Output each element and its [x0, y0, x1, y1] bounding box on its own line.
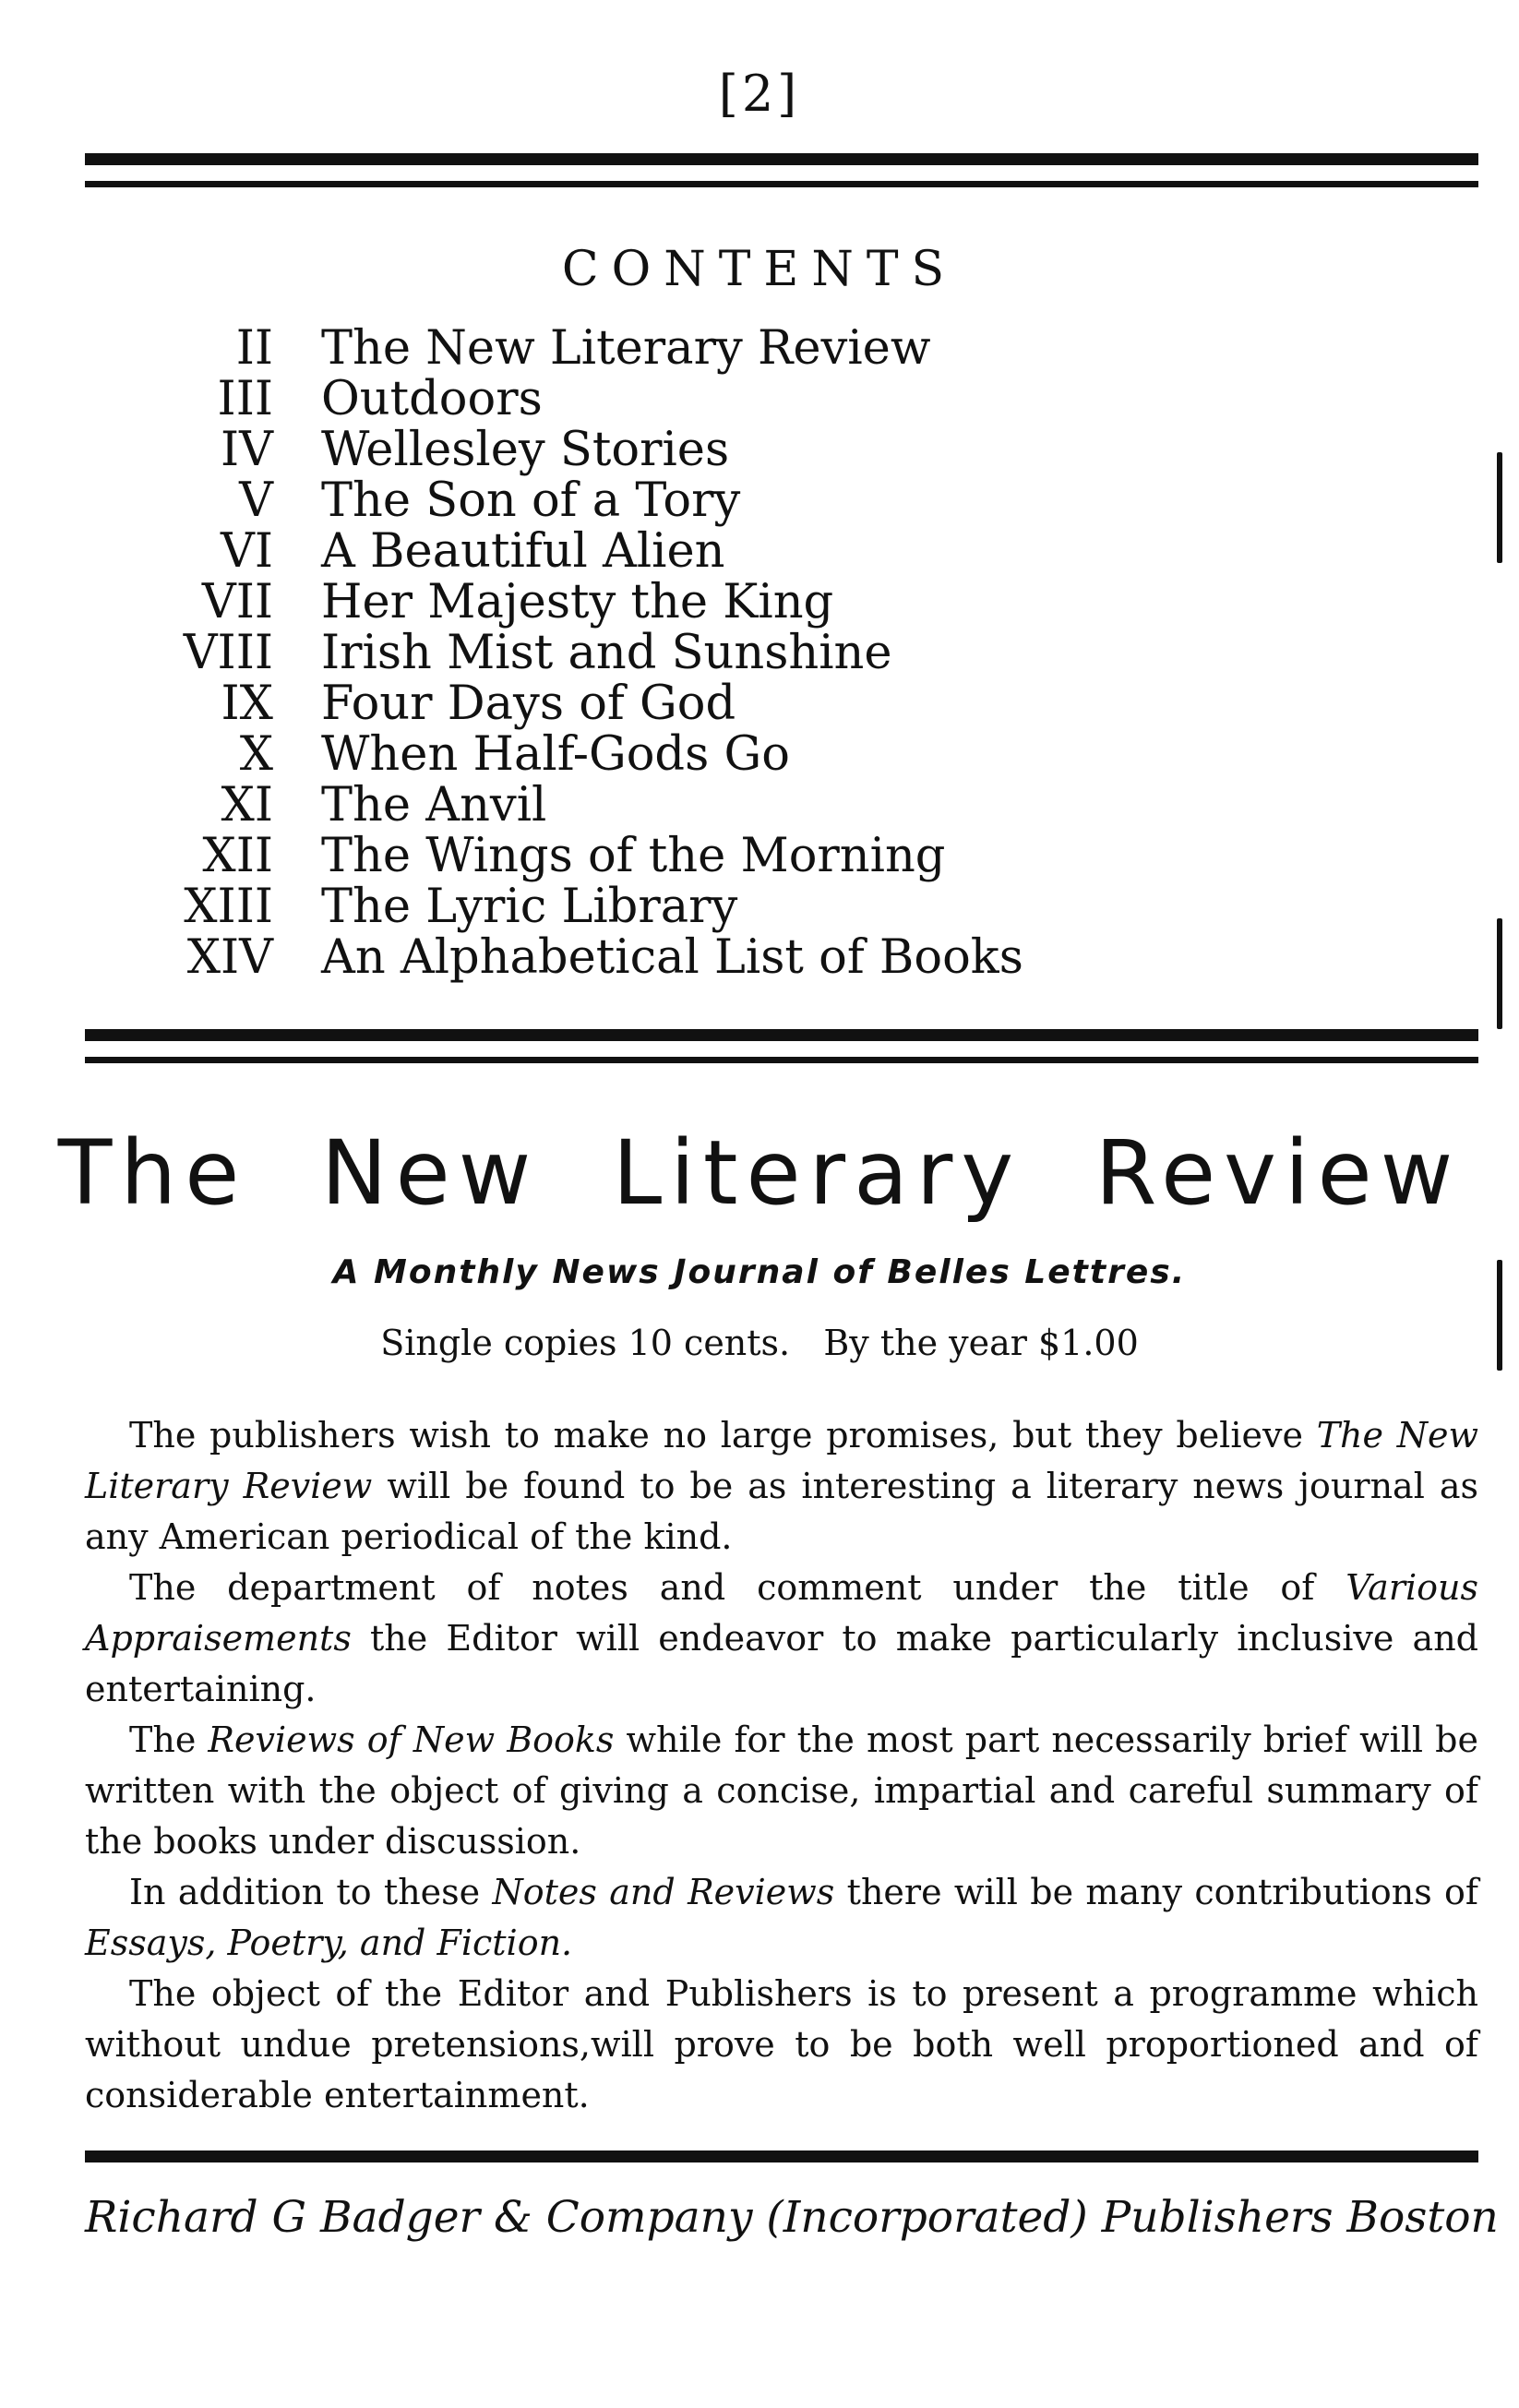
- toc-numeral: XII: [202, 829, 273, 883]
- masthead-tagline: A Monthly News Journal of Belles Lettres.: [332, 1253, 1187, 1291]
- paragraph: The object of the Editor and Publishers is to present a programme which without undue pretensions,will prove to be both well proportioned and of considerable entertainment.: [85, 1973, 1478, 2115]
- toc-entry: [166, 526, 1181, 577]
- toc-numeral: X: [239, 727, 273, 782]
- toc-title: Wellesley Stories: [321, 423, 730, 477]
- imprint-rule: [85, 2150, 1478, 2162]
- toc-numeral: V: [239, 473, 273, 528]
- top-rule-thin: [85, 181, 1478, 187]
- toc-entry: [166, 780, 1181, 831]
- page-number: [2]: [718, 65, 801, 123]
- contents-bottom-rule: [85, 1029, 1478, 1041]
- paragraph: In addition to these Notes and Reviews there will be many contributions of Essays, Poetry, and Fiction.: [85, 1872, 1478, 1963]
- toc-title: The Anvil: [321, 778, 547, 833]
- toc-entry: [166, 932, 1181, 983]
- scan-edge-mark: [1497, 1260, 1502, 1371]
- toc-title: The Wings of the Morning: [321, 829, 946, 883]
- toc-entry: [166, 881, 1181, 932]
- paragraph: The publishers wish to make no large promises, but they believe The New Literary Review will be found to be as interesting a literary news journal as any American periodical of the kind.: [85, 1415, 1479, 1557]
- toc-title: The Son of a Tory: [321, 473, 741, 528]
- publisher-imprint: Richard G Badger & Company (Incorporated) Publishers Boston: [85, 2192, 1499, 2243]
- toc-numeral: VIII: [183, 626, 273, 680]
- publisher-statement: [85, 1410, 1478, 2121]
- toc-numeral: XI: [221, 778, 273, 833]
- toc-title: Outdoors: [321, 372, 543, 426]
- top-rule: [85, 153, 1478, 165]
- toc-numeral: XIV: [186, 930, 273, 985]
- paragraph: The department of notes and comment under the title of Various Appraisements the Editor will endeavor to make particularly inclusive and entertaining.: [85, 1567, 1478, 1709]
- toc-numeral: VII: [201, 575, 273, 629]
- toc-entry: [166, 425, 1181, 475]
- toc-entry: [166, 831, 1181, 881]
- contents-bottom-rule-thin: [85, 1057, 1478, 1063]
- contents-heading: CONTENTS: [561, 242, 958, 297]
- table-of-contents: [166, 323, 1181, 983]
- toc-title: The New Literary Review: [321, 321, 931, 376]
- toc-numeral: XIII: [184, 880, 273, 934]
- toc-numeral: IV: [221, 423, 273, 477]
- toc-entry: [166, 374, 1181, 425]
- toc-numeral: III: [217, 372, 273, 426]
- toc-title: When Half-Gods Go: [321, 727, 790, 782]
- toc-title: Her Majesty the King: [321, 575, 834, 629]
- toc-title: The Lyric Library: [321, 880, 738, 934]
- masthead-title: The New Literary Review: [57, 1121, 1462, 1225]
- toc-title: An Alphabetical List of Books: [321, 930, 1023, 985]
- toc-entry: [166, 475, 1181, 526]
- toc-entry: [166, 628, 1181, 678]
- toc-entry: [166, 323, 1181, 374]
- toc-title: Four Days of God: [321, 677, 736, 731]
- toc-entry: [166, 678, 1181, 729]
- toc-entry: [166, 577, 1181, 628]
- scan-edge-mark: [1497, 918, 1502, 1029]
- scan-edge-mark: [1497, 452, 1502, 563]
- toc-numeral: IX: [221, 677, 273, 731]
- toc-entry: [166, 729, 1181, 780]
- toc-title: Irish Mist and Sunshine: [321, 626, 892, 680]
- toc-title: A Beautiful Alien: [321, 524, 725, 579]
- toc-numeral: VI: [221, 524, 273, 579]
- paragraph: The Reviews of New Books while for the most part necessarily brief will be written with the object of giving a concise, impartial and careful summary of the books under discussion.: [85, 1719, 1478, 1862]
- pricing-line: Single copies 10 cents. By the year $1.00: [380, 1323, 1139, 1363]
- toc-numeral: II: [235, 321, 273, 376]
